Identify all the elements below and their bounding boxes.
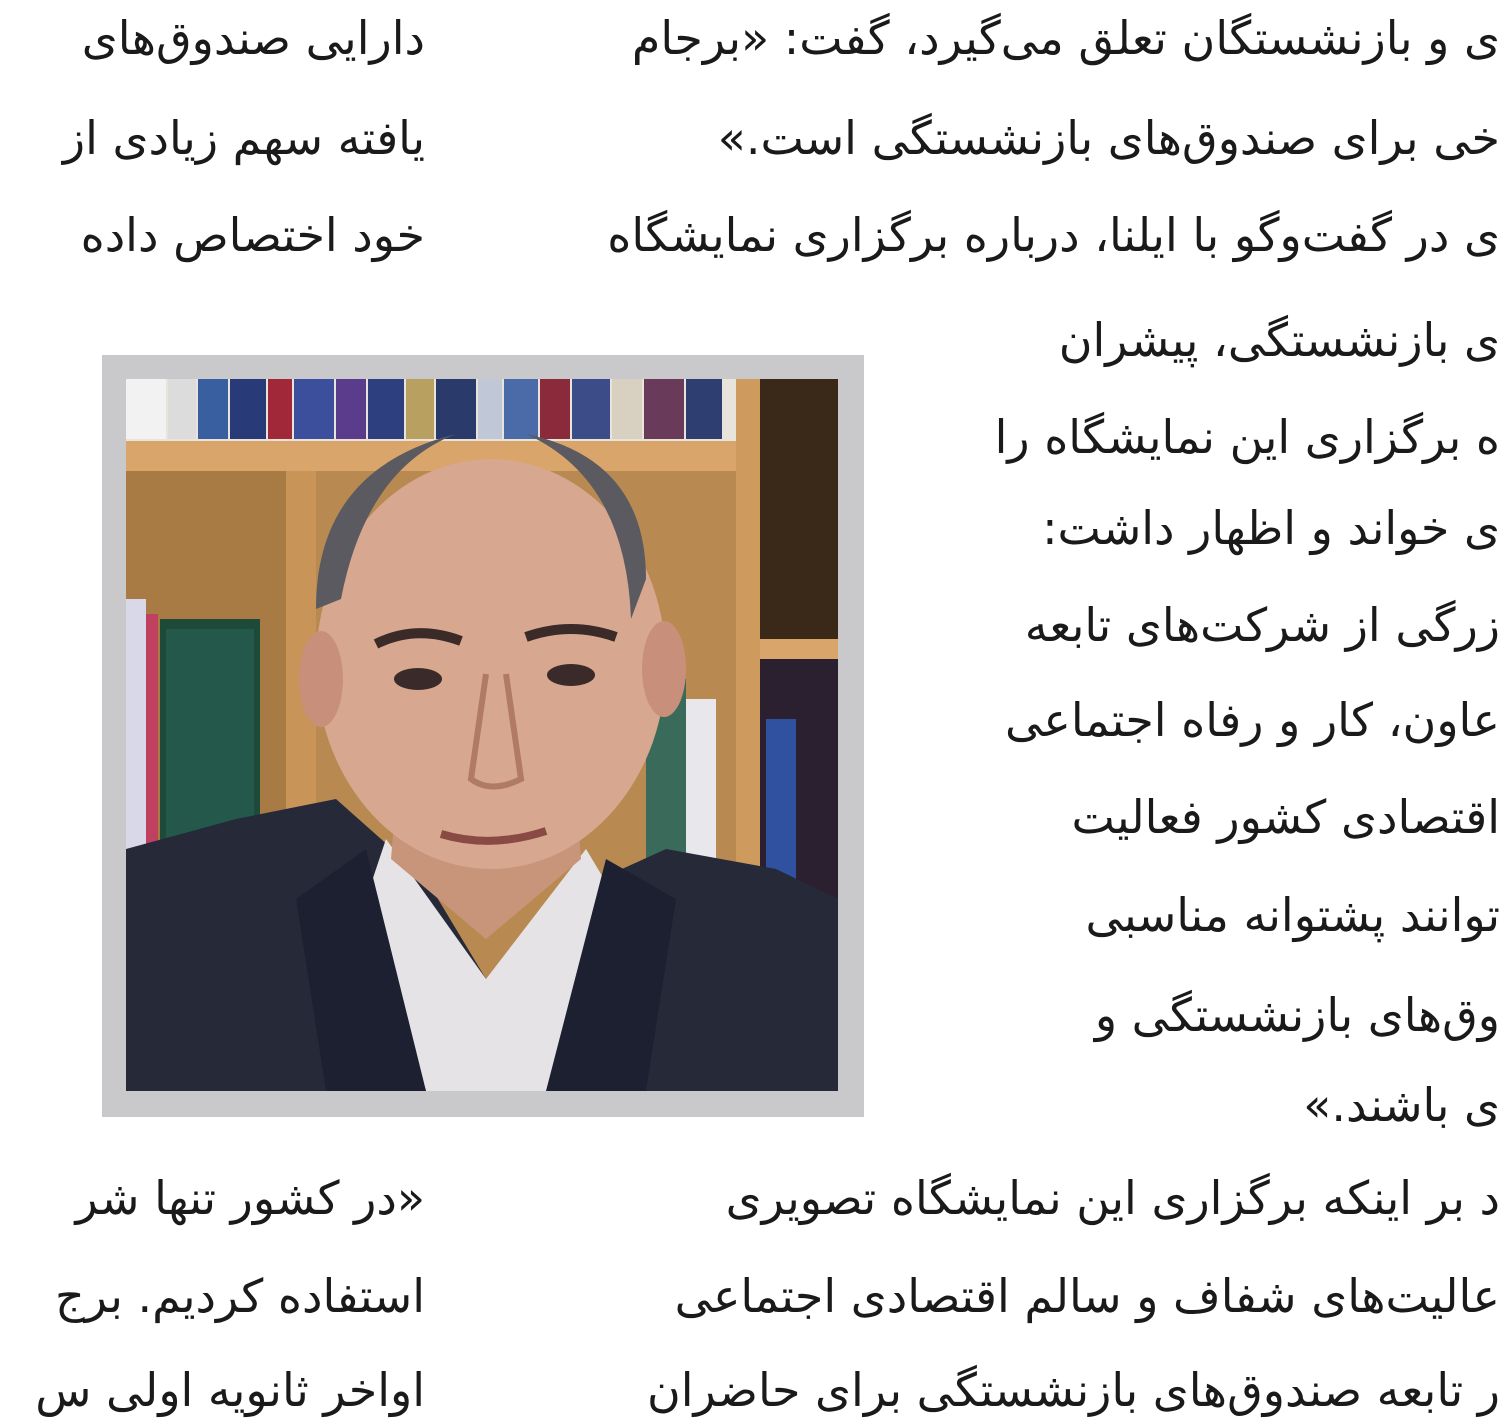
right-column-bottom-line-2: عالیت‌های شفاف و سالم اقتصادی اجتماعی bbox=[674, 1269, 1500, 1323]
side-column-line-6: اقتصادی کشور فعالیت bbox=[1071, 790, 1500, 844]
side-column-line-1: ی بازنشستگی، پیشران bbox=[1058, 313, 1500, 367]
right-column-line-3: ی در گفت‌وگو با ایلنا، درباره برگزاری نمایشگاه bbox=[607, 208, 1500, 262]
right-column-bottom-line-1: د بر اینکه برگزاری این نمایشگاه تصویری bbox=[725, 1171, 1500, 1225]
portrait-photo bbox=[126, 379, 838, 1091]
side-column-line-9: ی باشند.» bbox=[1303, 1078, 1500, 1132]
side-column-line-8: وق‌های بازنشستگی و bbox=[1094, 988, 1500, 1042]
left-column-line-5: استفاده کردیم. برج bbox=[55, 1269, 425, 1323]
right-column-line-2: خی برای صندوق‌های بازنشستگی است.» bbox=[717, 111, 1500, 165]
side-column-line-2: ه برگزاری این نمایشگاه را bbox=[994, 410, 1500, 464]
left-column-line-4: «در کشور تنها شر bbox=[75, 1171, 425, 1225]
portrait-photo-frame bbox=[102, 355, 864, 1117]
left-column-line-1: دارایی صندوق‌های bbox=[81, 11, 425, 65]
right-column-bottom-line-3: ر تابعه صندوق‌های بازنشستگی برای حاضران bbox=[646, 1363, 1500, 1417]
left-column-line-3: خود اختصاص داده bbox=[80, 208, 425, 262]
side-column-line-3: ی خواند و اظهار داشت: bbox=[1042, 501, 1500, 555]
left-column-line-6: اواخر ثانویه اولی س bbox=[35, 1363, 425, 1417]
portrait-illustration bbox=[126, 379, 838, 1091]
side-column-line-7: توانند پشتوانه مناسبی bbox=[1085, 888, 1500, 942]
side-column-line-5: عاون، کار و رفاه اجتماعی bbox=[1005, 693, 1500, 747]
right-column-line-1: ی و بازنشستگان تعلق می‌گیرد، گفت: «برجام bbox=[631, 11, 1500, 65]
side-column-line-4: زرگی از شرکت‌های تابعه bbox=[1024, 598, 1500, 652]
left-column-line-2: یافته سهم زیادی از bbox=[62, 111, 425, 165]
